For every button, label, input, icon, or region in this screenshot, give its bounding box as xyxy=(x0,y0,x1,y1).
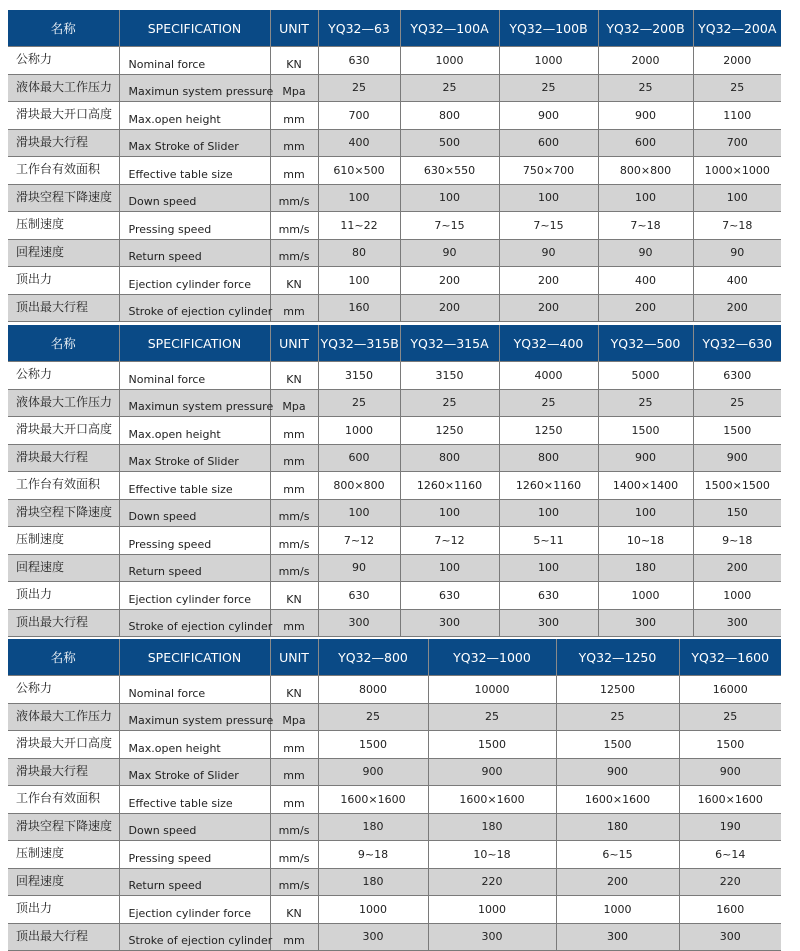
value-cell: 6300 xyxy=(693,362,781,390)
row-unit: mm xyxy=(270,417,318,445)
value-cell: 800 xyxy=(499,444,598,472)
value-cell: 1600 xyxy=(679,896,781,924)
value-cell: 4000 xyxy=(499,362,598,390)
value-cell: 100 xyxy=(318,267,400,295)
row-label-en: Effective table size xyxy=(119,157,270,185)
value-cell: 400 xyxy=(598,267,693,295)
value-cell: 750×700 xyxy=(499,157,598,185)
value-cell: 700 xyxy=(318,102,400,130)
row-unit: mm/s xyxy=(270,554,318,582)
header-model: YQ32—200A xyxy=(693,10,781,47)
row-unit: mm xyxy=(270,102,318,130)
row-unit: KN xyxy=(270,362,318,390)
value-cell: 100 xyxy=(400,499,499,527)
row-label-cn: 回程速度 xyxy=(8,239,119,267)
table-row xyxy=(8,527,781,555)
row-label-cn: 滑块最大行程 xyxy=(8,758,119,786)
row-label-en: Return speed xyxy=(119,239,270,267)
table-row xyxy=(8,184,781,212)
row-label-en: Nominal force xyxy=(119,47,270,75)
row-unit: KN xyxy=(270,582,318,610)
row-label-en: Maximun system pressure xyxy=(119,703,270,731)
header-model: YQ32—1250 xyxy=(556,639,679,676)
row-unit: Mpa xyxy=(270,74,318,102)
row-unit: Mpa xyxy=(270,389,318,417)
row-label-cn: 工作台有效面积 xyxy=(8,472,119,500)
value-cell: 100 xyxy=(499,499,598,527)
value-cell: 300 xyxy=(693,609,781,637)
value-cell: 800 xyxy=(400,444,499,472)
value-cell: 1500 xyxy=(428,731,556,759)
value-cell: 12500 xyxy=(556,676,679,704)
value-cell: 8000 xyxy=(318,676,428,704)
value-cell: 1600×1600 xyxy=(556,786,679,814)
header-model: YQ32—630 xyxy=(693,325,781,362)
value-cell: 630 xyxy=(400,582,499,610)
value-cell: 25 xyxy=(598,74,693,102)
row-unit: mm/s xyxy=(270,212,318,240)
value-cell: 1500 xyxy=(679,731,781,759)
value-cell: 1260×1160 xyxy=(400,472,499,500)
table-row xyxy=(8,868,781,896)
row-label-cn: 顶出力 xyxy=(8,582,119,610)
value-cell: 300 xyxy=(400,609,499,637)
value-cell: 90 xyxy=(318,554,400,582)
table-row xyxy=(8,472,781,500)
value-cell: 900 xyxy=(679,758,781,786)
value-cell: 630 xyxy=(318,47,400,75)
value-cell: 1000 xyxy=(693,582,781,610)
table-row xyxy=(8,444,781,472)
row-unit: mm xyxy=(270,444,318,472)
value-cell: 1500×1500 xyxy=(693,472,781,500)
value-cell: 630×550 xyxy=(400,157,499,185)
value-cell: 300 xyxy=(318,923,428,951)
row-label-en: Ejection cylinder force xyxy=(119,896,270,924)
row-label-en: Effective table size xyxy=(119,472,270,500)
row-label-cn: 滑块空程下降速度 xyxy=(8,184,119,212)
value-cell: 2000 xyxy=(693,47,781,75)
value-cell: 800×800 xyxy=(598,157,693,185)
table-row xyxy=(8,129,781,157)
table-row xyxy=(8,786,781,814)
row-label-en: Max Stroke of Slider xyxy=(119,129,270,157)
value-cell: 1100 xyxy=(693,102,781,130)
table-row xyxy=(8,676,781,704)
table-row xyxy=(8,294,781,322)
row-label-en: Stroke of ejection cylinder xyxy=(119,609,270,637)
value-cell: 400 xyxy=(693,267,781,295)
row-label-en: Return speed xyxy=(119,868,270,896)
table-row xyxy=(8,212,781,240)
value-cell: 10000 xyxy=(428,676,556,704)
row-label-en: Max.open height xyxy=(119,731,270,759)
row-label-en: Effective table size xyxy=(119,786,270,814)
value-cell: 100 xyxy=(400,184,499,212)
value-cell: 700 xyxy=(693,129,781,157)
value-cell: 1400×1400 xyxy=(598,472,693,500)
row-label-en: Ejection cylinder force xyxy=(119,267,270,295)
value-cell: 900 xyxy=(693,444,781,472)
value-cell: 100 xyxy=(318,499,400,527)
value-cell: 100 xyxy=(318,184,400,212)
header-unit: UNIT xyxy=(270,325,318,362)
value-cell: 1500 xyxy=(318,731,428,759)
table-row xyxy=(8,499,781,527)
table-row xyxy=(8,813,781,841)
row-label-cn: 滑块最大开口高度 xyxy=(8,417,119,445)
row-unit: KN xyxy=(270,676,318,704)
value-cell: 200 xyxy=(400,267,499,295)
row-label-en: Stroke of ejection cylinder xyxy=(119,923,270,951)
row-label-cn: 工作台有效面积 xyxy=(8,786,119,814)
row-label-en: Ejection cylinder force xyxy=(119,582,270,610)
value-cell: 1600×1600 xyxy=(318,786,428,814)
row-label-cn: 回程速度 xyxy=(8,554,119,582)
value-cell: 220 xyxy=(428,868,556,896)
row-unit: mm xyxy=(270,758,318,786)
value-cell: 800×800 xyxy=(318,472,400,500)
value-cell: 100 xyxy=(499,184,598,212)
value-cell: 1600×1600 xyxy=(428,786,556,814)
value-cell: 1000 xyxy=(400,47,499,75)
header-row xyxy=(8,639,781,676)
row-label-cn: 滑块最大开口高度 xyxy=(8,731,119,759)
row-unit: mm/s xyxy=(270,841,318,869)
value-cell: 25 xyxy=(598,389,693,417)
value-cell: 630 xyxy=(499,582,598,610)
row-label-en: Down speed xyxy=(119,184,270,212)
row-label-cn: 顶出最大行程 xyxy=(8,923,119,951)
value-cell: 300 xyxy=(428,923,556,951)
value-cell: 25 xyxy=(693,74,781,102)
value-cell: 90 xyxy=(598,239,693,267)
value-cell: 160 xyxy=(318,294,400,322)
value-cell: 90 xyxy=(400,239,499,267)
row-label-en: Maximun system pressure xyxy=(119,389,270,417)
row-label-cn: 压制速度 xyxy=(8,841,119,869)
value-cell: 100 xyxy=(400,554,499,582)
value-cell: 7~15 xyxy=(400,212,499,240)
value-cell: 25 xyxy=(318,703,428,731)
value-cell: 180 xyxy=(428,813,556,841)
value-cell: 25 xyxy=(679,703,781,731)
value-cell: 1600×1600 xyxy=(679,786,781,814)
row-unit: mm/s xyxy=(270,239,318,267)
value-cell: 100 xyxy=(499,554,598,582)
value-cell: 25 xyxy=(428,703,556,731)
value-cell: 7~18 xyxy=(598,212,693,240)
header-row xyxy=(8,10,781,47)
value-cell: 1250 xyxy=(400,417,499,445)
header-model: YQ32—200B xyxy=(598,10,693,47)
value-cell: 90 xyxy=(499,239,598,267)
value-cell: 190 xyxy=(679,813,781,841)
spec-table-1 xyxy=(8,10,781,322)
row-label-cn: 滑块最大行程 xyxy=(8,129,119,157)
value-cell: 100 xyxy=(693,184,781,212)
value-cell: 90 xyxy=(693,239,781,267)
header-row xyxy=(8,325,781,362)
table-row xyxy=(8,758,781,786)
value-cell: 300 xyxy=(679,923,781,951)
table-row xyxy=(8,74,781,102)
row-unit: mm xyxy=(270,609,318,637)
value-cell: 7~12 xyxy=(400,527,499,555)
value-cell: 5000 xyxy=(598,362,693,390)
value-cell: 1000 xyxy=(428,896,556,924)
row-unit: mm xyxy=(270,923,318,951)
value-cell: 3150 xyxy=(318,362,400,390)
value-cell: 900 xyxy=(556,758,679,786)
table-row xyxy=(8,609,781,637)
row-unit: KN xyxy=(270,896,318,924)
value-cell: 200 xyxy=(556,868,679,896)
row-unit: mm xyxy=(270,731,318,759)
value-cell: 10~18 xyxy=(428,841,556,869)
value-cell: 25 xyxy=(693,389,781,417)
value-cell: 25 xyxy=(318,74,400,102)
row-unit: mm/s xyxy=(270,499,318,527)
value-cell: 1260×1160 xyxy=(499,472,598,500)
value-cell: 80 xyxy=(318,239,400,267)
value-cell: 11~22 xyxy=(318,212,400,240)
value-cell: 1500 xyxy=(693,417,781,445)
table-row xyxy=(8,239,781,267)
header-model: YQ32—100B xyxy=(499,10,598,47)
row-unit: mm xyxy=(270,157,318,185)
row-label-cn: 顶出最大行程 xyxy=(8,609,119,637)
value-cell: 5~11 xyxy=(499,527,598,555)
row-label-en: Max.open height xyxy=(119,102,270,130)
table-row xyxy=(8,267,781,295)
table-row xyxy=(8,554,781,582)
value-cell: 25 xyxy=(400,74,499,102)
table-row xyxy=(8,417,781,445)
value-cell: 630 xyxy=(318,582,400,610)
header-name: 名称 xyxy=(8,639,119,676)
row-label-en: Nominal force xyxy=(119,676,270,704)
header-specification: SPECIFICATION xyxy=(119,325,270,362)
row-label-cn: 公称力 xyxy=(8,362,119,390)
row-unit: KN xyxy=(270,47,318,75)
row-label-en: Max.open height xyxy=(119,417,270,445)
value-cell: 400 xyxy=(318,129,400,157)
header-model: YQ32—63 xyxy=(318,10,400,47)
header-specification: SPECIFICATION xyxy=(119,10,270,47)
value-cell: 9~18 xyxy=(693,527,781,555)
value-cell: 7~18 xyxy=(693,212,781,240)
row-label-cn: 滑块最大开口高度 xyxy=(8,102,119,130)
row-unit: KN xyxy=(270,267,318,295)
value-cell: 1000 xyxy=(318,417,400,445)
value-cell: 1500 xyxy=(598,417,693,445)
row-label-cn: 公称力 xyxy=(8,676,119,704)
value-cell: 6~14 xyxy=(679,841,781,869)
value-cell: 16000 xyxy=(679,676,781,704)
value-cell: 900 xyxy=(428,758,556,786)
row-label-cn: 滑块空程下降速度 xyxy=(8,499,119,527)
header-model: YQ32—100A xyxy=(400,10,499,47)
value-cell: 25 xyxy=(318,389,400,417)
row-unit: mm xyxy=(270,472,318,500)
value-cell: 200 xyxy=(693,294,781,322)
value-cell: 1000 xyxy=(556,896,679,924)
value-cell: 180 xyxy=(318,868,428,896)
table-row xyxy=(8,731,781,759)
row-label-cn: 压制速度 xyxy=(8,527,119,555)
header-model: YQ32—500 xyxy=(598,325,693,362)
table-row xyxy=(8,703,781,731)
value-cell: 180 xyxy=(556,813,679,841)
value-cell: 7~15 xyxy=(499,212,598,240)
table-row xyxy=(8,362,781,390)
row-label-en: Down speed xyxy=(119,813,270,841)
row-label-cn: 滑块空程下降速度 xyxy=(8,813,119,841)
value-cell: 1000 xyxy=(318,896,428,924)
row-label-en: Max Stroke of Slider xyxy=(119,444,270,472)
value-cell: 180 xyxy=(598,554,693,582)
value-cell: 25 xyxy=(499,74,598,102)
row-label-en: Max Stroke of Slider xyxy=(119,758,270,786)
table-row xyxy=(8,47,781,75)
header-model: YQ32—315B xyxy=(318,325,400,362)
row-unit: mm xyxy=(270,786,318,814)
value-cell: 300 xyxy=(598,609,693,637)
value-cell: 300 xyxy=(556,923,679,951)
table-row xyxy=(8,896,781,924)
value-cell: 7~12 xyxy=(318,527,400,555)
value-cell: 9~18 xyxy=(318,841,428,869)
value-cell: 3150 xyxy=(400,362,499,390)
row-label-en: Pressing speed xyxy=(119,212,270,240)
header-model: YQ32—1000 xyxy=(428,639,556,676)
row-label-cn: 液体最大工作压力 xyxy=(8,74,119,102)
spec-table-3 xyxy=(8,639,781,951)
row-label-en: Pressing speed xyxy=(119,841,270,869)
row-label-cn: 顶出力 xyxy=(8,896,119,924)
value-cell: 25 xyxy=(400,389,499,417)
header-specification: SPECIFICATION xyxy=(119,639,270,676)
row-label-cn: 回程速度 xyxy=(8,868,119,896)
value-cell: 150 xyxy=(693,499,781,527)
header-unit: UNIT xyxy=(270,10,318,47)
value-cell: 200 xyxy=(598,294,693,322)
value-cell: 25 xyxy=(499,389,598,417)
row-unit: mm/s xyxy=(270,184,318,212)
table-row xyxy=(8,157,781,185)
value-cell: 200 xyxy=(400,294,499,322)
value-cell: 1000×1000 xyxy=(693,157,781,185)
row-label-cn: 液体最大工作压力 xyxy=(8,389,119,417)
header-model: YQ32—315A xyxy=(400,325,499,362)
header-model: YQ32—400 xyxy=(499,325,598,362)
row-label-en: Down speed xyxy=(119,499,270,527)
row-unit: mm/s xyxy=(270,813,318,841)
row-unit: Mpa xyxy=(270,703,318,731)
table-row xyxy=(8,102,781,130)
value-cell: 300 xyxy=(318,609,400,637)
row-unit: mm/s xyxy=(270,868,318,896)
header-model: YQ32—800 xyxy=(318,639,428,676)
row-unit: mm xyxy=(270,129,318,157)
value-cell: 220 xyxy=(679,868,781,896)
table-row xyxy=(8,582,781,610)
row-label-en: Maximun system pressure xyxy=(119,74,270,102)
row-label-cn: 公称力 xyxy=(8,47,119,75)
row-label-cn: 顶出力 xyxy=(8,267,119,295)
value-cell: 500 xyxy=(400,129,499,157)
value-cell: 800 xyxy=(400,102,499,130)
value-cell: 2000 xyxy=(598,47,693,75)
table-row xyxy=(8,389,781,417)
row-label-cn: 滑块最大行程 xyxy=(8,444,119,472)
value-cell: 600 xyxy=(499,129,598,157)
value-cell: 600 xyxy=(318,444,400,472)
value-cell: 100 xyxy=(598,499,693,527)
value-cell: 25 xyxy=(556,703,679,731)
header-model: YQ32—1600 xyxy=(679,639,781,676)
row-label-en: Pressing speed xyxy=(119,527,270,555)
value-cell: 1250 xyxy=(499,417,598,445)
value-cell: 200 xyxy=(499,267,598,295)
row-label-cn: 工作台有效面积 xyxy=(8,157,119,185)
spec-table-2 xyxy=(8,325,781,637)
value-cell: 600 xyxy=(598,129,693,157)
row-unit: mm xyxy=(270,294,318,322)
header-name: 名称 xyxy=(8,10,119,47)
value-cell: 1000 xyxy=(499,47,598,75)
value-cell: 6~15 xyxy=(556,841,679,869)
value-cell: 900 xyxy=(598,102,693,130)
value-cell: 900 xyxy=(318,758,428,786)
value-cell: 900 xyxy=(598,444,693,472)
value-cell: 200 xyxy=(693,554,781,582)
header-unit: UNIT xyxy=(270,639,318,676)
value-cell: 180 xyxy=(318,813,428,841)
header-name: 名称 xyxy=(8,325,119,362)
row-label-en: Stroke of ejection cylinder xyxy=(119,294,270,322)
value-cell: 1000 xyxy=(598,582,693,610)
row-label-cn: 顶出最大行程 xyxy=(8,294,119,322)
row-unit: mm/s xyxy=(270,527,318,555)
value-cell: 200 xyxy=(499,294,598,322)
value-cell: 100 xyxy=(598,184,693,212)
table-row xyxy=(8,841,781,869)
value-cell: 10~18 xyxy=(598,527,693,555)
value-cell: 300 xyxy=(499,609,598,637)
row-label-cn: 液体最大工作压力 xyxy=(8,703,119,731)
value-cell: 900 xyxy=(499,102,598,130)
row-label-cn: 压制速度 xyxy=(8,212,119,240)
value-cell: 610×500 xyxy=(318,157,400,185)
row-label-en: Return speed xyxy=(119,554,270,582)
row-label-en: Nominal force xyxy=(119,362,270,390)
value-cell: 1500 xyxy=(556,731,679,759)
